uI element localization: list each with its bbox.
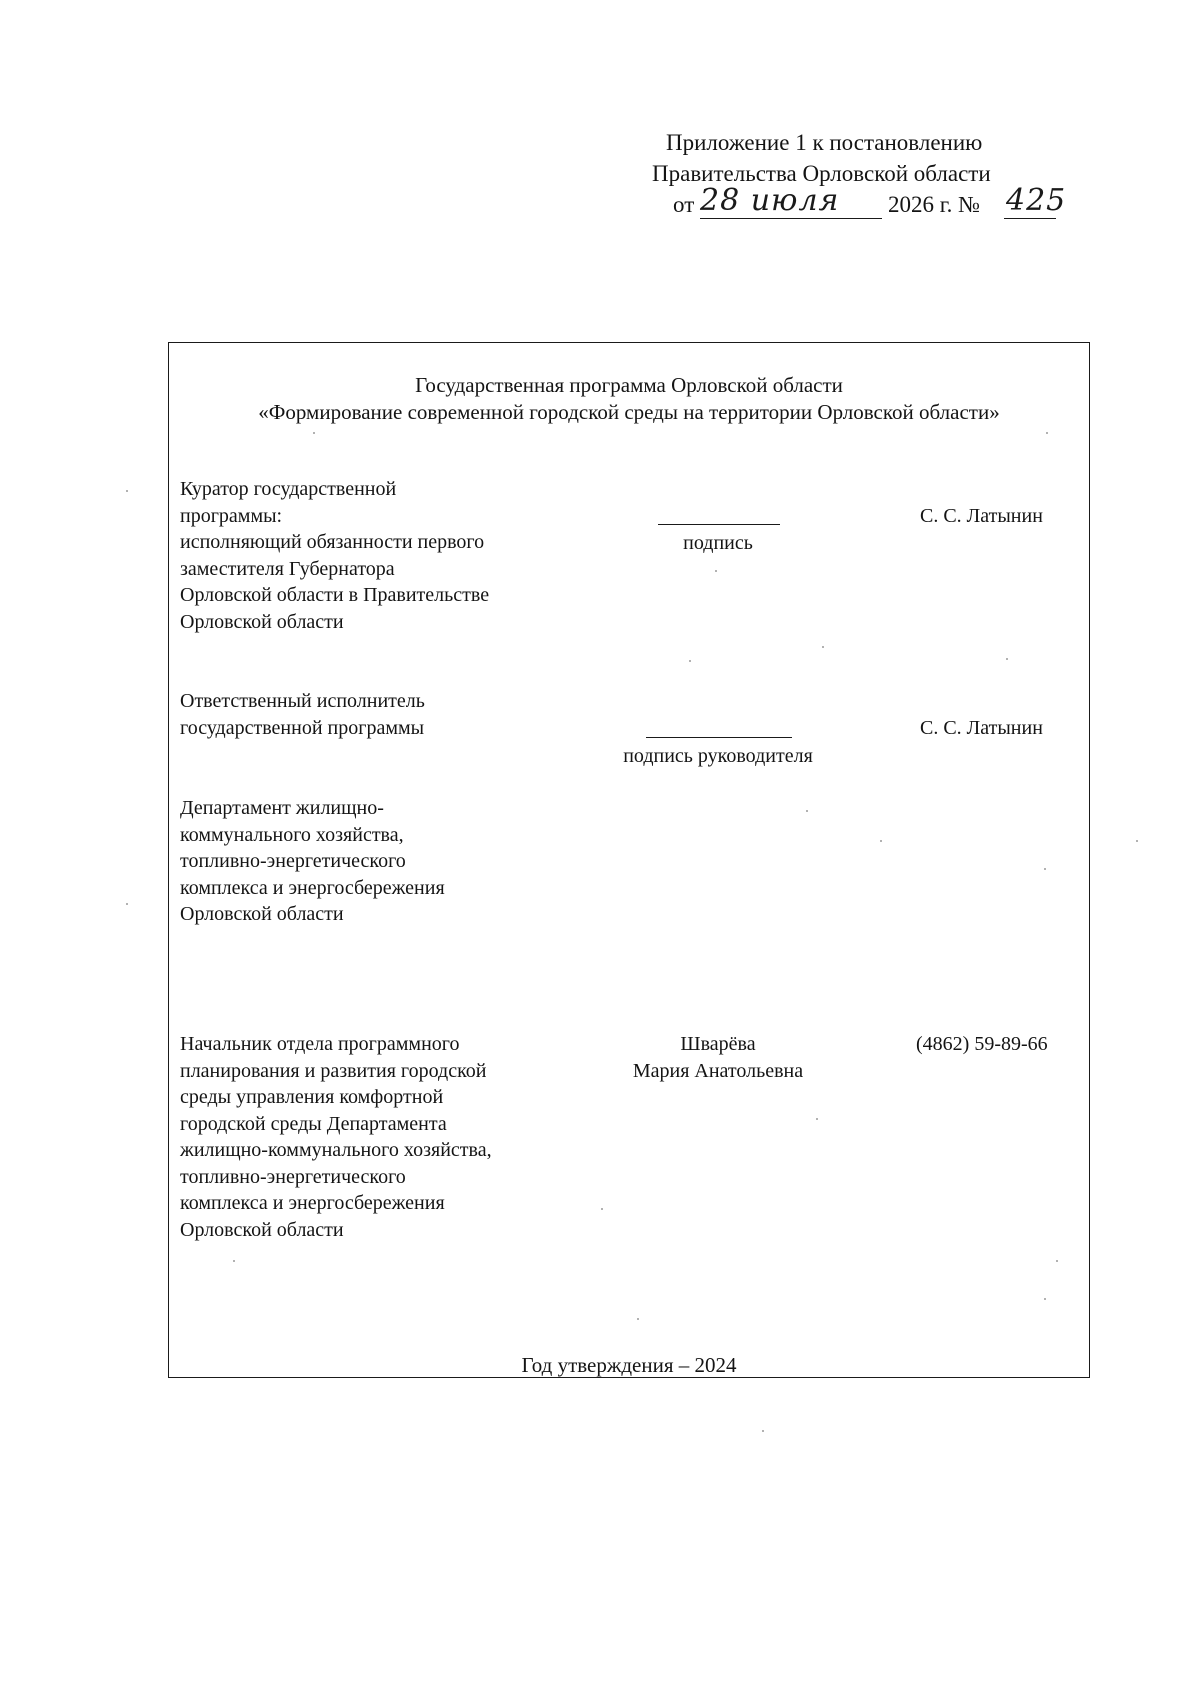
scan-speck bbox=[126, 490, 128, 492]
government-reference: Правительства Орловской области bbox=[652, 161, 991, 186]
handwritten-date: 28 июля bbox=[700, 183, 840, 218]
scan-speck bbox=[1056, 1260, 1058, 1262]
scan-speck bbox=[715, 570, 717, 572]
scan-speck bbox=[806, 810, 808, 812]
scan-speck bbox=[313, 432, 315, 434]
scan-speck bbox=[1136, 840, 1138, 842]
executor-signature-caption: подпись руководителя bbox=[623, 745, 813, 767]
scan-speck bbox=[1046, 432, 1048, 434]
contact-person: Шварёва Мария Анатольевна bbox=[632, 1033, 804, 1082]
scan-speck bbox=[601, 1208, 603, 1210]
scan-speck bbox=[126, 903, 128, 905]
contact-phone: (4862) 59-89-66 bbox=[916, 1033, 1048, 1055]
scan-speck bbox=[637, 1318, 639, 1320]
executor-signature-line bbox=[646, 737, 792, 738]
executor-name: С. С. Латынин bbox=[920, 717, 1043, 739]
curator-name: С. С. Латынин bbox=[920, 505, 1043, 527]
scan-speck bbox=[1044, 1298, 1046, 1300]
scan-speck bbox=[822, 646, 824, 648]
scan-speck bbox=[233, 1260, 235, 1262]
program-title-line2: «Формирование современной городской среды на территории Орловской области» bbox=[258, 400, 1000, 424]
executor-role: Ответственный исполнитель государственной программы bbox=[180, 690, 425, 739]
scan-speck bbox=[1006, 658, 1008, 660]
scan-speck bbox=[689, 660, 691, 662]
number-underline bbox=[1004, 218, 1056, 219]
appendix-reference: Приложение 1 к постановлению bbox=[666, 130, 983, 155]
responsible-department: Департамент жилищно- коммунального хозяйства, топливно-энергетического комплекса и энергосбережения Орловской области bbox=[180, 797, 445, 925]
scan-speck bbox=[880, 840, 882, 842]
scan-speck bbox=[816, 1118, 818, 1120]
program-title-line1: Государственная программа Орловской области bbox=[415, 373, 843, 397]
date-underline bbox=[700, 218, 882, 219]
curator-signature-caption: подпись bbox=[683, 532, 753, 554]
approval-year: Год утверждения – 2024 bbox=[521, 1353, 737, 1377]
date-prefix: от bbox=[673, 192, 695, 217]
scan-speck bbox=[762, 1430, 764, 1432]
handwritten-number: 425 bbox=[1006, 183, 1067, 218]
scan-speck bbox=[1044, 868, 1046, 870]
year-and-number-label: 2026 г. № bbox=[888, 192, 981, 217]
curator-signature-line bbox=[658, 524, 780, 525]
contact-position: Начальник отдела программного планирования и развития городской среды управления комфортной городской среды Департамента жилищно-коммунального хозяйства, топливно-энергетического комплекса и энергосбережения Орловской области bbox=[180, 1033, 492, 1241]
curator-role: Куратор государственной программы: исполняющий обязанности первого заместителя Губернатора Орловской области в Правительстве Орловской области bbox=[180, 478, 490, 633]
